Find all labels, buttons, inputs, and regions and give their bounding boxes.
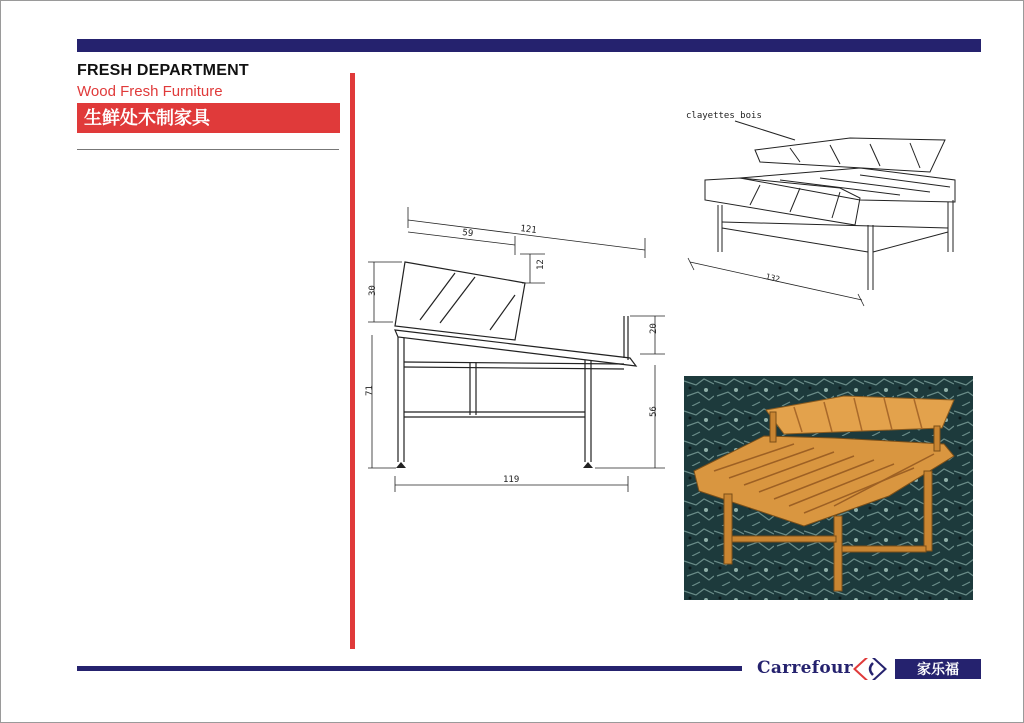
carrefour-logo-icon [851, 656, 889, 682]
perspective-drawing [675, 100, 975, 315]
dim-front-lip: 20 [649, 323, 659, 334]
dim-top-width: 59 [461, 228, 474, 240]
footer-bar [77, 666, 742, 671]
dim-total-height: 71 [365, 385, 375, 396]
dim-bin-height: 30 [368, 285, 378, 296]
dim-base-width: 119 [503, 475, 520, 485]
page-title: FRESH DEPARTMENT [77, 62, 249, 79]
header-bar [77, 39, 981, 52]
divider [77, 149, 339, 150]
chinese-title-banner: 生鲜处木制家具 [77, 103, 340, 133]
side-elevation-drawing [355, 200, 675, 500]
dim-total-width: 121 [519, 224, 538, 236]
page-subtitle: Wood Fresh Furniture [77, 83, 223, 100]
dim-length: 132 [764, 272, 781, 285]
wood-furniture-photo [684, 376, 973, 600]
chinese-brand: 家乐福 [895, 659, 981, 679]
brand-name: Carrefour [757, 658, 853, 678]
dim-front-height: 56 [649, 406, 659, 417]
label-clayettes-bois: clayettes bois [686, 111, 762, 121]
dim-lip: 12 [536, 259, 546, 270]
